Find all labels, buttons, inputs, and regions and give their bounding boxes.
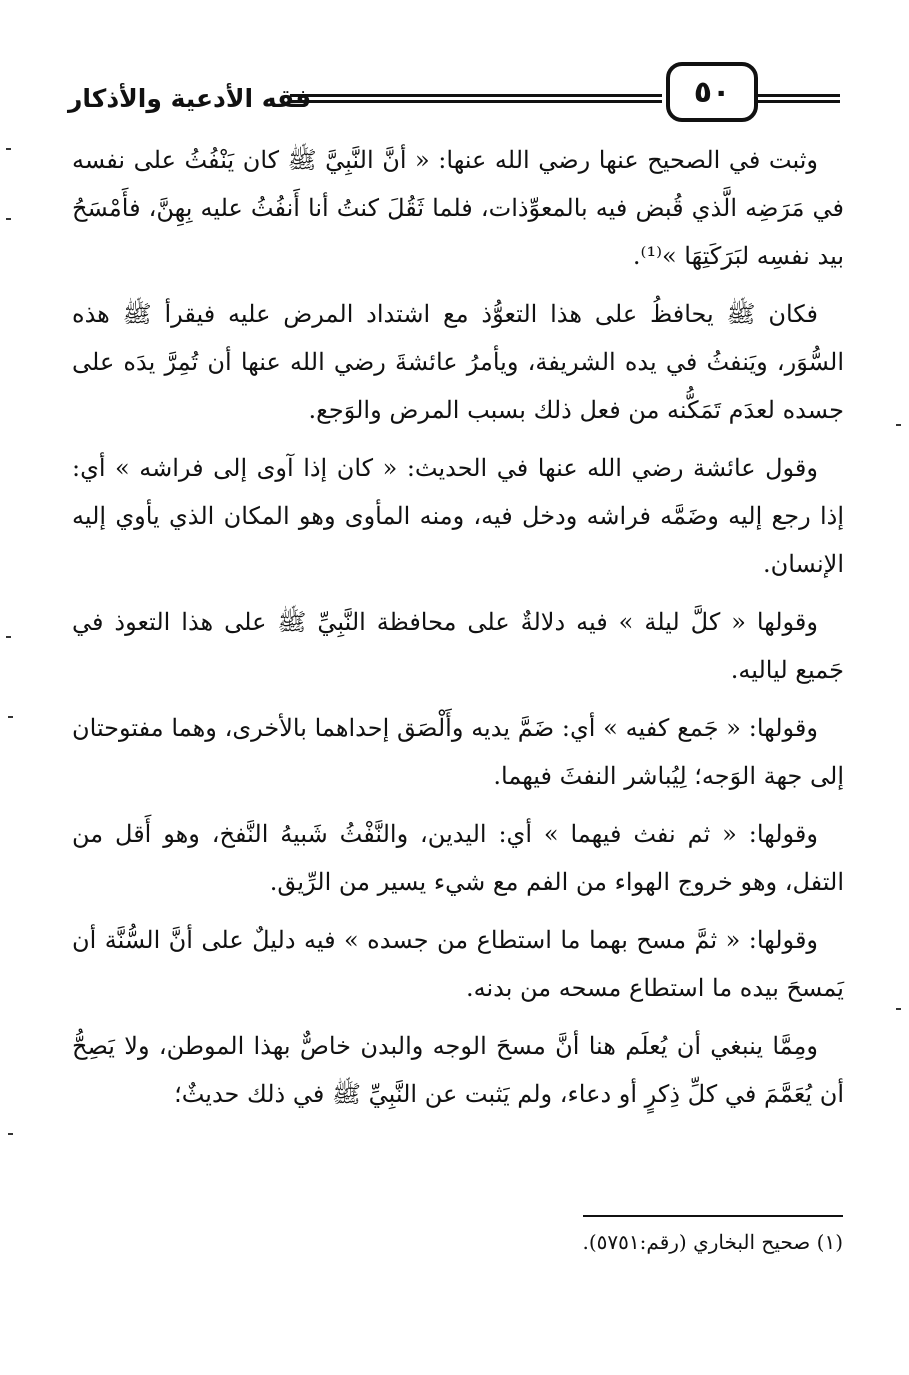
margin-speck <box>8 1133 13 1135</box>
footnote: (١) صحيح البخاري (رقم:٥٧٥١). <box>582 1230 843 1254</box>
margin-speck <box>896 1008 901 1010</box>
paragraph: وقولها: « ثمَّ مسح بهما ما استطاع من جسده » فيه دليلٌ على أنَّ السُّنَّة أن يَمسحَ بيده ما استطاع مسحه من بدنه. <box>72 926 844 1002</box>
page-header <box>68 62 840 128</box>
header-rule-right <box>758 94 840 103</box>
main-text <box>72 136 844 1128</box>
paragraph: وقولها: « جَمع كفيه » أي: ضَمَّ يديه وأَلْصَق إحداهما بالأخرى، وهما مفتوحتان إلى جهة الوَجه؛ لِيُباشر النفثَ فيهما. <box>72 714 844 790</box>
page-number: ٥٠ <box>666 62 758 122</box>
paragraph: وقولها « كلَّ ليلة » فيه دلالةٌ على محافظة النَّبِيِّ ﷺ على هذا التعوذ في جَميع لياليه. <box>72 608 844 684</box>
margin-speck <box>6 148 11 150</box>
paragraph: وثبت في الصحيح عنها رضي الله عنها: « أنَّ النَّبِيَّ ﷺ كان يَنْفُثُ على نفسه في مَرَضِه الَّذي قُبض فيه بالمعوِّذات، فلما ثَقُلَ كنتُ أنا أَنفُثُ عليه بِهِنَّ، فأَمْسَحُ بيد نفسِه لبَرَكَتِهَا »⁽¹⁾. <box>72 146 844 270</box>
footnote-divider <box>583 1215 843 1217</box>
margin-speck <box>6 636 11 638</box>
margin-speck <box>8 716 13 718</box>
margin-speck <box>896 424 901 426</box>
paragraph: فكان ﷺ يحافظُ على هذا التعوُّذ مع اشتداد المرض عليه فيقرأ ﷺ هذه السُّوَر، ويَنفثُ في يده الشريفة، ويأمرُ عائشةَ رضي الله عنها أن تُمِرَّ يدَه على جسده لعدَم تَمَكُّنه من فعل ذلك بسبب المرض والوَجع. <box>72 300 844 424</box>
paragraph: وقولها: « ثم نفث فيهما » أي: اليدين، والنَّفْثُ شَبيهُ النَّفخ، وهو أَقل من التفل، وهو خروج الهواء من الفم مع شيء يسير من الرِّيق. <box>72 820 844 896</box>
paragraph: وقول عائشة رضي الله عنها في الحديث: « كان إذا آوى إلى فراشه » أي: إذا رجع إليه وضَمَّه فراشه ودخل فيه، ومنه المأوى وهو المكان الذي يأوي إليه الإنسان. <box>72 454 844 578</box>
header-rule-left <box>290 94 662 103</box>
paragraph: ومِمَّا ينبغي أن يُعلَم هنا أنَّ مسحَ الوجه والبدن خاصٌّ بهذا الموطن، ولا يَصِحُّ أن يُعَمَّمَ في كلِّ ذِكرٍ أو دعاء، ولم يَثبت عن النَّبِيِّ ﷺ في ذلك حديثٌ؛ <box>72 1032 844 1108</box>
margin-speck <box>6 218 11 220</box>
running-book-title: فقه الأدعية والأذكار <box>68 84 312 113</box>
